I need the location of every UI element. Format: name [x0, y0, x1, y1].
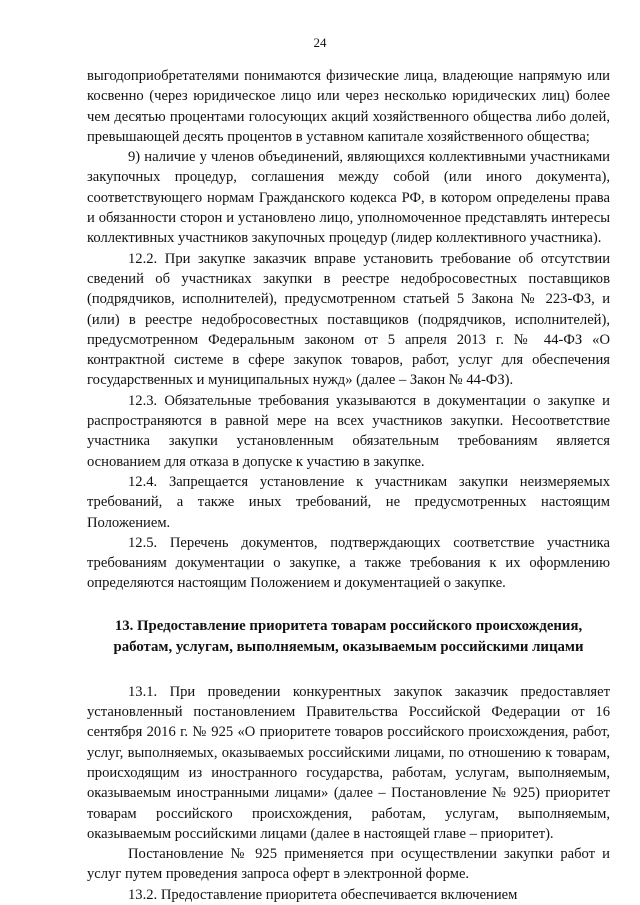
section-heading-line-2: работам, услугам, выполняемым, оказываемым российскими лицами	[113, 638, 584, 655]
section-13-heading	[87, 616, 610, 658]
page-number: 24	[313, 35, 327, 50]
paragraph-13-1: 13.1. При проведении конкурентных закупок заказчик предоставляет установленный постановлением Правительства Российской Федерации от 16 сентября 2016 г. № 925 «О приоритете товаров российского происхождения, работ, услуг, выполняемых, оказываемых российскими лицами, по отношению к товарам, происходящим из иностранного государства, работам, услугам, выполняемым, оказываемым иностранными лицами» (далее – Постановление № 925) приоритет товарам российского происхождения, работам, услугам, выполняемым, оказываемым российскими лицами (далее в настоящей главе – приоритет).	[87, 683, 610, 842]
paragraph-12-4: 12.4. Запрещается установление к участникам закупки неизмеряемых требований, а также иных требований, не предусмотренных настоящим Положением.	[87, 473, 610, 531]
paragraph-resolution-925: Постановление № 925 применяется при осуществлении закупки работ и услуг путем проведения запроса оферт в электронной форме.	[87, 846, 610, 883]
paragraph-beneficiaries: выгодоприобретателями понимаются физические лица, владеющие напрямую или косвенно (через юридическое лицо или через несколько юридических лиц) более чем десятью процентами голосующих акций хозяйственного общества либо долей, превышающей десять процентов в уставном капитале хозяйственного общества;	[87, 68, 610, 145]
paragraph-12-3: 12.3. Обязательные требования указываются в документации о закупке и распространяются в равной мере на всех участников закупки. Несоответствие участника закупки установленным обязательным требованиям является основанием для отказа в допуске к участию в закупке.	[87, 392, 610, 470]
section-heading-line-1: 13. Предоставление приоритета товарам российского происхождения,	[114, 617, 583, 634]
document-body	[87, 66, 610, 905]
paragraph-item-9: 9) наличие у членов объединений, являющихся коллективными участниками закупочных процедур, соглашения между собой (или иного документа), соответствующего нормам Гражданского кодекса РФ, в котором определены права и обязанности сторон и установлено лицо, уполномоченное представлять интересы коллективных участников закупочных процедур (лидер коллективного участника).	[87, 149, 610, 247]
paragraph-13-2: 13.2. Предоставление приоритета обеспечивается включением	[128, 886, 518, 903]
paragraph-12-2: 12.2. При закупке заказчик вправе установить требование об отсутствии сведений об участниках закупки в реестре недобросовестных поставщиков (подрядчиков, исполнителей), предусмотренном статьей 5 Закона № 223-ФЗ, и (или) в реестре недобросовестных поставщиков (подрядчиков, исполнителей), предусмотренном Федеральным законом от 5 апреля 2013 г. № 44-ФЗ «О контрактной системе в сфере закупок товаров, работ, услуг для обеспечения государственных и муниципальных нужд» (далее – Закон № 44-ФЗ).	[87, 250, 610, 389]
paragraph-12-5: 12.5. Перечень документов, подтверждающих соответствие участника требованиям документации о закупке, а также требования к их оформлению определяются настоящим Положением и документацией о закупке.	[87, 534, 610, 592]
